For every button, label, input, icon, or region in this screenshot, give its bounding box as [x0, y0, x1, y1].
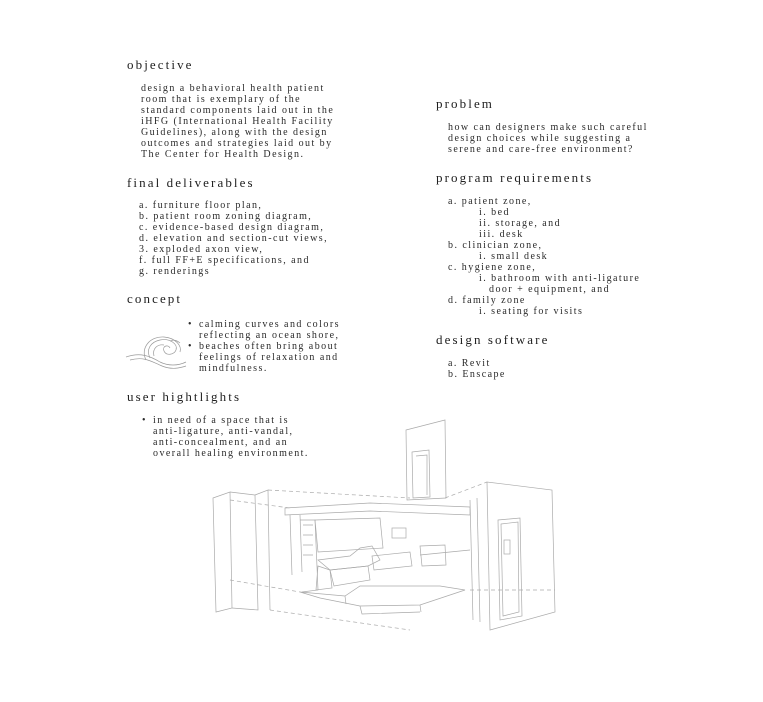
text-line: anti-concealment, and an — [153, 437, 289, 448]
text-line: feelings of relaxation and — [199, 352, 339, 363]
program-requirements-list — [448, 196, 640, 317]
deliverables-list — [139, 200, 328, 277]
text-line: overall healing environment. — [153, 448, 309, 459]
text-line: iHFG (International Health Facility — [141, 116, 334, 127]
bullet-item — [142, 415, 309, 459]
final-deliverables-heading: final deliverables — [127, 175, 255, 190]
text-line: in need of a space that is — [153, 415, 289, 426]
list-item: d. family zone — [448, 295, 526, 306]
text-line: outcomes and strategies laid out by — [141, 138, 333, 149]
problem-text — [448, 122, 648, 155]
text-line: beaches often bring about — [199, 341, 339, 352]
list-item: g. renderings — [139, 266, 211, 277]
text-line: design a behavioral health patient — [141, 83, 325, 94]
design-software-list — [448, 358, 506, 380]
list-item: f. full FF+E specifications, and — [139, 255, 310, 266]
text-line: design choices while suggesting a — [448, 133, 632, 144]
user-highlights-heading: user hightlights — [127, 389, 242, 404]
text-line: The Center for Health Design. — [141, 149, 305, 160]
list-item: i. small desk — [479, 251, 549, 262]
list-item: c. hygiene zone, — [448, 262, 537, 273]
list-item: d. elevation and section-cut views, — [139, 233, 329, 244]
concept-heading: concept — [127, 291, 183, 306]
bullet-item — [188, 341, 340, 374]
text-line: standard components laid out in the — [141, 105, 335, 116]
list-item: b. Enscape — [448, 369, 506, 380]
problem-heading: problem — [436, 96, 495, 111]
text-line: calming curves and colors — [199, 319, 340, 330]
text-line: serene and care-free environment? — [448, 144, 634, 155]
list-item: a. furniture floor plan, — [139, 200, 263, 211]
concept-bullets — [188, 319, 340, 374]
text-line: mindfulness. — [199, 363, 268, 374]
user-highlights-bullets — [142, 415, 309, 459]
bullet-item — [188, 319, 340, 341]
list-item: 3. exploded axon view, — [139, 244, 264, 255]
text-line: room that is exemplary of the — [141, 94, 302, 105]
list-item: ii. storage, and — [479, 218, 562, 229]
objective-text — [141, 83, 334, 160]
program-requirements-heading: program requirements — [436, 170, 594, 185]
text-line: Guidelines), along with the design — [141, 127, 328, 138]
list-item: i. bathroom with anti-ligature — [479, 273, 641, 284]
list-item: c. evidence-based design diagram, — [139, 222, 325, 233]
text-line: anti-ligature, anti-vandal, — [153, 426, 294, 437]
list-item: i. bed — [479, 207, 510, 218]
text-line: reflecting an ocean shore, — [199, 330, 340, 341]
list-item: a. patient zone, — [448, 196, 532, 207]
list-item: a. Revit — [448, 358, 491, 369]
list-item: i. seating for visits — [479, 306, 584, 317]
design-software-heading: design software — [436, 332, 550, 347]
list-item: iii. desk — [479, 229, 524, 240]
objective-heading: objective — [127, 57, 194, 72]
text-line: how can designers make such careful — [448, 122, 648, 133]
list-item: door + equipment, and — [489, 284, 611, 295]
list-item: b. patient room zoning diagram, — [139, 211, 313, 222]
list-item: b. clinician zone, — [448, 240, 543, 251]
